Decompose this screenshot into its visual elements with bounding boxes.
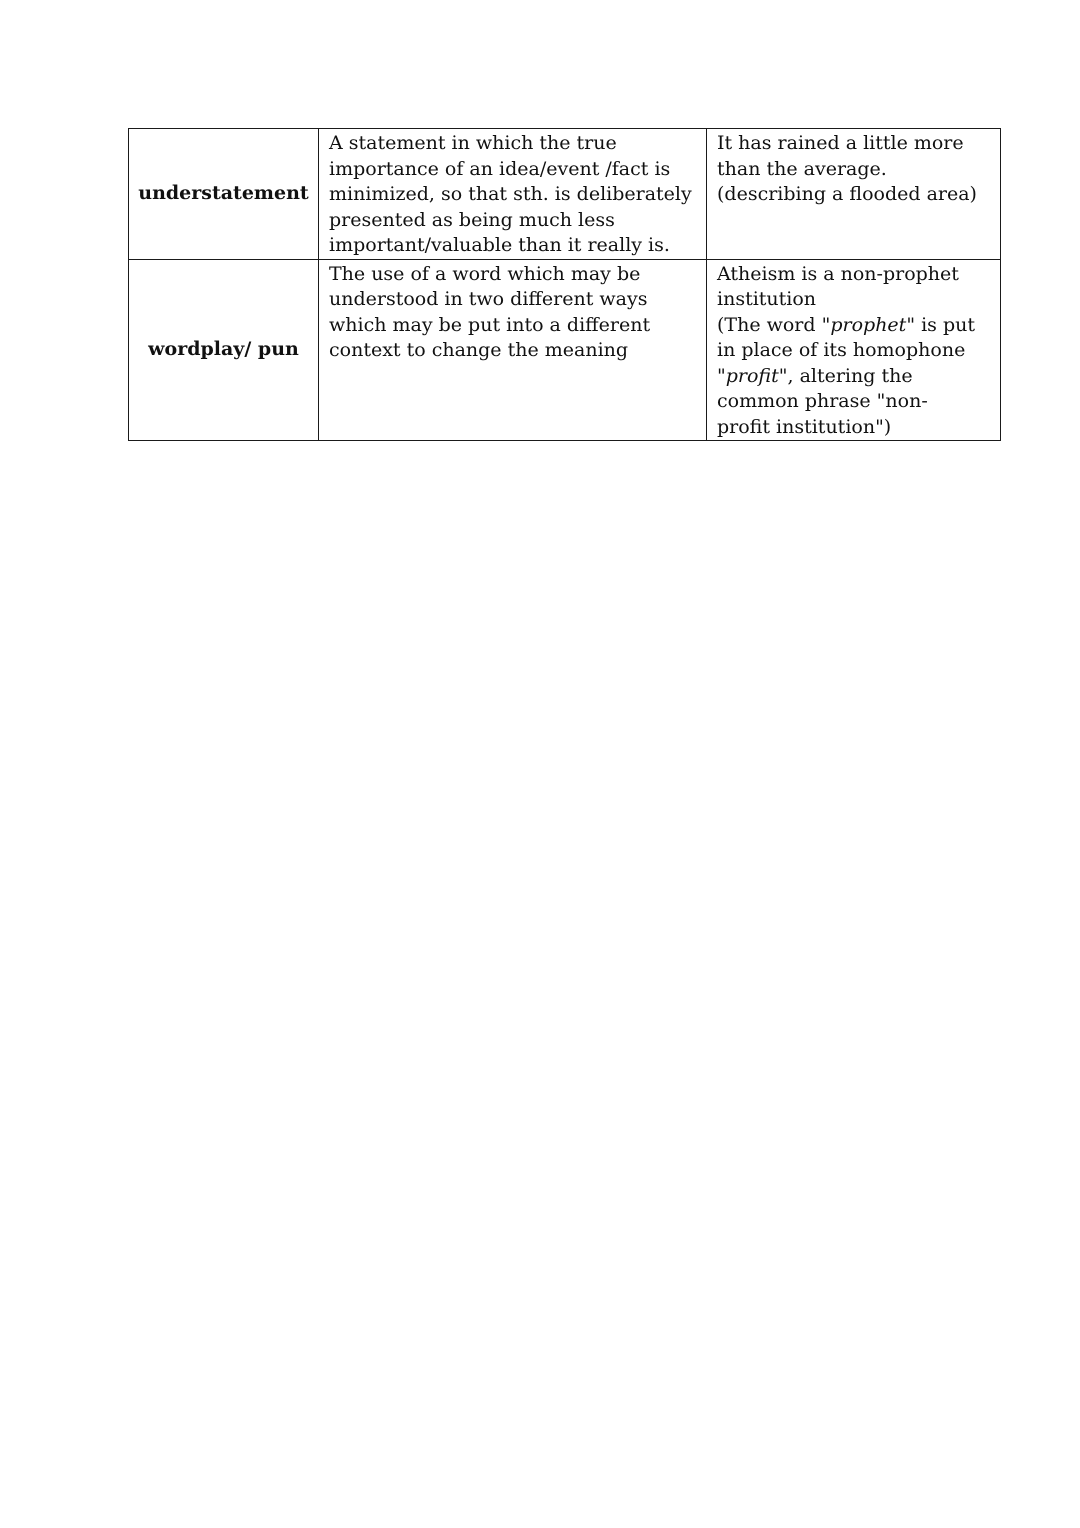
- example-line: (describing a flooded area): [717, 183, 977, 205]
- definition-line: understood in two different ways: [329, 288, 648, 310]
- definition-line: which may be put into a different: [329, 313, 651, 336]
- example-text: ", altering the: [778, 364, 913, 387]
- definition-line: presented as being much less: [329, 208, 615, 231]
- example-cell: [707, 259, 1001, 441]
- example-line: common phrase "non-: [717, 390, 928, 412]
- definition-cell: [319, 259, 707, 441]
- stylistic-devices-table: [128, 128, 1001, 441]
- example-line: in place of its homophone: [717, 339, 966, 361]
- table-row: [129, 129, 1001, 260]
- example-text: ": [717, 364, 726, 387]
- example-line: [717, 313, 990, 339]
- term-understatement: understatement: [138, 182, 309, 204]
- example-line: than the average.: [717, 157, 887, 180]
- example-line: Atheism is a non-prophet: [717, 262, 959, 285]
- term-wordplay-pun: wordplay/ pun: [148, 338, 299, 360]
- definition-line: context to change the meaning: [329, 339, 629, 361]
- definition-line: minimized, so that sth. is deliberately: [329, 183, 692, 205]
- example-cell: [707, 129, 1001, 260]
- italic-word-profit: profit: [725, 364, 779, 387]
- definition-cell: [319, 129, 707, 260]
- definition-line: The use of a word which may be: [329, 262, 641, 285]
- definition-line: importance of an idea/event /fact is: [329, 157, 671, 180]
- definition-line: A statement in which the true: [329, 132, 617, 154]
- definition-line: important/valuable than it really is.: [329, 234, 670, 256]
- term-cell: [129, 259, 319, 441]
- example-text: (The word ": [717, 313, 831, 336]
- example-line: It has rained a little more: [717, 132, 964, 154]
- example-line: [717, 364, 990, 390]
- example-text: " is put: [906, 313, 975, 336]
- example-line: profit institution"): [717, 415, 892, 438]
- italic-word-prophet: prophet: [830, 313, 907, 336]
- example-line: institution: [717, 288, 817, 310]
- table-row: [129, 259, 1001, 441]
- term-cell: [129, 129, 319, 260]
